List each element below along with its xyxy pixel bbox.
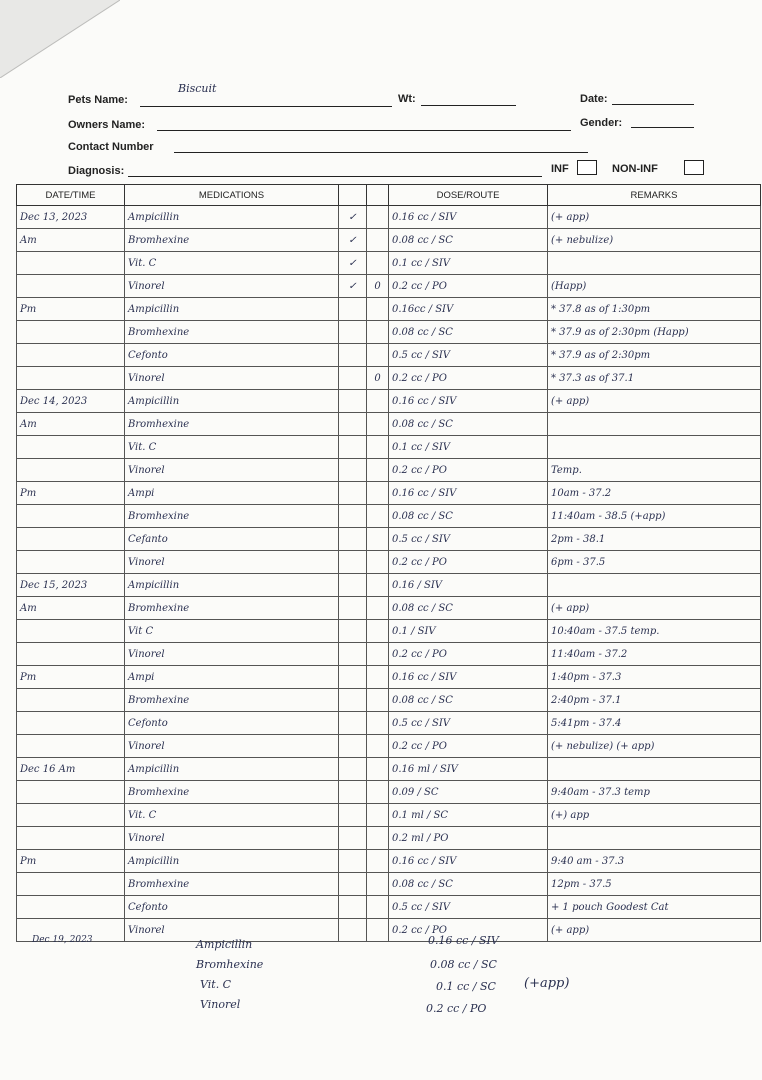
row-check [339, 896, 367, 919]
row-medication: Vinorel [125, 643, 339, 666]
table-row [17, 275, 761, 298]
wt-line [421, 105, 516, 106]
row-mark [367, 919, 389, 942]
row-date: Am [17, 413, 125, 436]
row-check [339, 367, 367, 390]
row-mark [367, 850, 389, 873]
row-remarks: * 37.9 as of 2:30pm (Happ) [548, 321, 761, 344]
row-medication: Cefonto [125, 712, 339, 735]
pets-name-value: Biscuit [178, 82, 217, 95]
row-date [17, 827, 125, 850]
row-dose-route: 0.5 cc / SIV [389, 896, 548, 919]
row-mark: 0 [367, 275, 389, 298]
row-mark [367, 551, 389, 574]
row-dose-route: 0.16cc / SIV [389, 298, 548, 321]
row-date [17, 873, 125, 896]
below-table-dose-1: 0.16 cc / SIV [428, 934, 499, 947]
wt-label: Wt: [398, 93, 416, 105]
row-check [339, 827, 367, 850]
inf-label: INF [551, 163, 569, 175]
row-check [339, 597, 367, 620]
row-check [339, 712, 367, 735]
row-date [17, 344, 125, 367]
row-dose-route: 0.1 cc / SIV [389, 252, 548, 275]
row-mark [367, 390, 389, 413]
row-mark [367, 597, 389, 620]
row-check [339, 735, 367, 758]
row-dose-route: 0.2 cc / PO [389, 735, 548, 758]
row-check [339, 436, 367, 459]
row-date: Dec 16 Am [17, 758, 125, 781]
table-row [17, 252, 761, 275]
row-check [339, 666, 367, 689]
column-header-datetime: DATE/TIME [17, 185, 125, 206]
row-date [17, 804, 125, 827]
table-row [17, 367, 761, 390]
row-medication: Bromhexine [125, 597, 339, 620]
diagnosis-line [128, 176, 542, 177]
contact-number-label: Contact Number [68, 141, 154, 153]
row-date: Pm [17, 850, 125, 873]
row-medication: Cefanto [125, 528, 339, 551]
row-medication: Vinorel [125, 827, 339, 850]
table-row [17, 827, 761, 850]
table-row [17, 597, 761, 620]
row-medication: Vit. C [125, 436, 339, 459]
row-check [339, 528, 367, 551]
non-inf-label: NON-INF [612, 163, 658, 175]
row-check [339, 344, 367, 367]
table-row [17, 413, 761, 436]
row-remarks [548, 758, 761, 781]
row-date [17, 735, 125, 758]
row-mark [367, 735, 389, 758]
table-row [17, 551, 761, 574]
table-row [17, 229, 761, 252]
row-remarks: 6pm - 37.5 [548, 551, 761, 574]
row-medication: Cefonto [125, 344, 339, 367]
row-medication: Ampi [125, 666, 339, 689]
row-dose-route: 0.5 cc / SIV [389, 528, 548, 551]
row-remarks: (Happ) [548, 275, 761, 298]
row-remarks: * 37.3 as of 37.1 [548, 367, 761, 390]
row-remarks: (+ nebulize) [548, 229, 761, 252]
column-header-mark [367, 185, 389, 206]
row-mark: 0 [367, 367, 389, 390]
row-medication: Bromhexine [125, 413, 339, 436]
row-check [339, 321, 367, 344]
below-table-med-3: Vit. C [200, 978, 232, 991]
row-mark [367, 528, 389, 551]
row-date [17, 505, 125, 528]
row-remarks: (+ app) [548, 597, 761, 620]
row-medication: Vinorel [125, 551, 339, 574]
row-dose-route: 0.16 cc / SIV [389, 206, 548, 229]
row-remarks: Temp. [548, 459, 761, 482]
row-date: Dec 13, 2023 [17, 206, 125, 229]
row-date [17, 643, 125, 666]
row-medication: Bromhexine [125, 781, 339, 804]
row-check [339, 873, 367, 896]
row-medication: Bromhexine [125, 505, 339, 528]
row-remarks [548, 436, 761, 459]
row-mark [367, 666, 389, 689]
row-check [339, 551, 367, 574]
row-date [17, 367, 125, 390]
row-remarks: 2:40pm - 37.1 [548, 689, 761, 712]
table-row [17, 919, 761, 942]
row-remarks: * 37.8 as of 1:30pm [548, 298, 761, 321]
row-medication: Vinorel [125, 735, 339, 758]
row-mark [367, 620, 389, 643]
table-row [17, 735, 761, 758]
row-remarks: 9:40 am - 37.3 [548, 850, 761, 873]
table-row [17, 873, 761, 896]
table-row [17, 528, 761, 551]
row-dose-route: 0.08 cc / SC [389, 689, 548, 712]
row-mark [367, 344, 389, 367]
gender-label: Gender: [580, 117, 623, 129]
row-mark [367, 482, 389, 505]
pets-name-label: Pets Name: [68, 94, 128, 106]
inf-checkbox[interactable] [577, 160, 597, 175]
row-date [17, 459, 125, 482]
row-date [17, 689, 125, 712]
non-inf-checkbox[interactable] [684, 160, 704, 175]
row-check [339, 758, 367, 781]
below-table-dose-3: 0.1 cc / SC [436, 980, 496, 993]
row-check [339, 781, 367, 804]
row-dose-route: 0.16 ml / SIV [389, 758, 548, 781]
row-remarks [548, 413, 761, 436]
owners-name-label: Owners Name: [68, 119, 146, 131]
date-line [612, 104, 694, 105]
row-medication: Ampicillin [125, 206, 339, 229]
row-dose-route: 0.09 / SC [389, 781, 548, 804]
row-mark [367, 413, 389, 436]
row-check: ✓ [339, 206, 367, 229]
row-date: Dec 14, 2023 [17, 390, 125, 413]
table-row [17, 850, 761, 873]
row-mark [367, 781, 389, 804]
row-mark [367, 712, 389, 735]
row-remarks: 11:40am - 37.2 [548, 643, 761, 666]
row-remarks [548, 827, 761, 850]
table-row [17, 804, 761, 827]
row-remarks: 2pm - 38.1 [548, 528, 761, 551]
table-row [17, 712, 761, 735]
table-row [17, 574, 761, 597]
row-remarks: (+ app) [548, 390, 761, 413]
table-row [17, 896, 761, 919]
row-check [339, 919, 367, 942]
row-dose-route: 0.5 cc / SIV [389, 712, 548, 735]
row-remarks: * 37.9 as of 2:30pm [548, 344, 761, 367]
row-remarks: + 1 pouch Goodest Cat [548, 896, 761, 919]
row-date [17, 436, 125, 459]
column-header-medications: MEDICATIONS [125, 185, 339, 206]
row-mark [367, 689, 389, 712]
row-mark [367, 896, 389, 919]
row-mark [367, 505, 389, 528]
row-dose-route: 0.16 cc / SIV [389, 850, 548, 873]
row-medication: Bromhexine [125, 689, 339, 712]
row-mark [367, 758, 389, 781]
row-medication: Ampicillin [125, 390, 339, 413]
row-remarks: (+) app [548, 804, 761, 827]
table-row [17, 344, 761, 367]
row-dose-route: 0.08 cc / SC [389, 229, 548, 252]
row-dose-route: 0.2 cc / PO [389, 919, 548, 942]
row-dose-route: 0.2 cc / PO [389, 643, 548, 666]
row-mark [367, 436, 389, 459]
row-date [17, 275, 125, 298]
row-medication: Ampicillin [125, 850, 339, 873]
row-medication: Bromhexine [125, 321, 339, 344]
table-row [17, 505, 761, 528]
row-dose-route: 0.1 / SIV [389, 620, 548, 643]
row-date: Am [17, 229, 125, 252]
row-medication: Ampicillin [125, 758, 339, 781]
row-medication: Cefonto [125, 896, 339, 919]
row-remarks: (+ app) [548, 206, 761, 229]
row-date [17, 620, 125, 643]
row-check [339, 413, 367, 436]
row-check: ✓ [339, 229, 367, 252]
row-remarks: (+ app) [548, 919, 761, 942]
below-table-date: Dec 19, 2023 [32, 935, 93, 945]
row-remarks: 12pm - 37.5 [548, 873, 761, 896]
contact-number-line [174, 152, 588, 153]
row-medication: Vinorel [125, 459, 339, 482]
row-check [339, 390, 367, 413]
table-row [17, 482, 761, 505]
table-row [17, 459, 761, 482]
row-remarks: 9:40am - 37.3 temp [548, 781, 761, 804]
owners-name-line [157, 130, 571, 131]
row-check [339, 482, 367, 505]
date-label: Date: [580, 93, 608, 105]
row-date [17, 252, 125, 275]
row-dose-route: 0.08 cc / SC [389, 873, 548, 896]
row-check [339, 620, 367, 643]
row-date: Pm [17, 666, 125, 689]
row-remarks: 10:40am - 37.5 temp. [548, 620, 761, 643]
row-remarks: (+ nebulize) (+ app) [548, 735, 761, 758]
row-medication: Vit. C [125, 252, 339, 275]
row-mark [367, 804, 389, 827]
below-table-med-1: Ampicillin [196, 938, 253, 951]
row-mark [367, 873, 389, 896]
row-medication: Vit. C [125, 804, 339, 827]
row-mark [367, 229, 389, 252]
table-row [17, 781, 761, 804]
column-header-remarks: REMARKS [548, 185, 761, 206]
row-dose-route: 0.2 cc / PO [389, 275, 548, 298]
row-check [339, 298, 367, 321]
row-dose-route: 0.5 cc / SIV [389, 344, 548, 367]
row-dose-route: 0.2 ml / PO [389, 827, 548, 850]
row-dose-route: 0.16 / SIV [389, 574, 548, 597]
row-mark [367, 321, 389, 344]
row-dose-route: 0.2 cc / PO [389, 367, 548, 390]
table-row [17, 666, 761, 689]
column-header-check [339, 185, 367, 206]
column-header-dose-route: DOSE/ROUTE [389, 185, 548, 206]
row-mark [367, 206, 389, 229]
row-date [17, 712, 125, 735]
row-date [17, 528, 125, 551]
row-medication: Ampicillin [125, 574, 339, 597]
row-date [17, 896, 125, 919]
row-check [339, 804, 367, 827]
row-medication: Bromhexine [125, 229, 339, 252]
below-table-med-2: Bromhexine [196, 958, 264, 971]
below-table-med-4: Vinorel [200, 998, 241, 1011]
row-mark [367, 252, 389, 275]
row-dose-route: 0.08 cc / SC [389, 413, 548, 436]
row-mark [367, 643, 389, 666]
row-remarks: 10am - 37.2 [548, 482, 761, 505]
below-table-dose-2: 0.08 cc / SC [430, 958, 497, 971]
row-medication: Vinorel [125, 919, 339, 942]
row-mark [367, 459, 389, 482]
row-dose-route: 0.16 cc / SIV [389, 482, 548, 505]
row-check [339, 850, 367, 873]
table-row [17, 643, 761, 666]
row-date: Pm [17, 298, 125, 321]
row-date [17, 551, 125, 574]
row-remarks [548, 252, 761, 275]
row-check [339, 505, 367, 528]
row-medication: Ampi [125, 482, 339, 505]
medication-table [16, 184, 761, 942]
row-medication: Vit C [125, 620, 339, 643]
table-row [17, 758, 761, 781]
table-body [17, 206, 761, 942]
row-dose-route: 0.08 cc / SC [389, 505, 548, 528]
row-dose-route: 0.08 cc / SC [389, 597, 548, 620]
row-dose-route: 0.16 cc / SIV [389, 390, 548, 413]
table-row [17, 620, 761, 643]
row-mark [367, 298, 389, 321]
row-check [339, 574, 367, 597]
row-check [339, 643, 367, 666]
row-remarks: 1:40pm - 37.3 [548, 666, 761, 689]
below-table-dose-4: 0.2 cc / PO [426, 1002, 487, 1015]
row-dose-route: 0.1 cc / SIV [389, 436, 548, 459]
table-row [17, 321, 761, 344]
table-row [17, 206, 761, 229]
folded-corner [0, 0, 120, 78]
row-date: Pm [17, 482, 125, 505]
row-remarks [548, 574, 761, 597]
row-date [17, 781, 125, 804]
table-row [17, 689, 761, 712]
pets-name-line [140, 106, 392, 107]
table-row [17, 436, 761, 459]
table-header-row [17, 185, 761, 206]
row-medication: Bromhexine [125, 873, 339, 896]
row-medication: Vinorel [125, 367, 339, 390]
row-date [17, 321, 125, 344]
row-remarks: 11:40am - 38.5 (+app) [548, 505, 761, 528]
row-dose-route: 0.2 cc / PO [389, 459, 548, 482]
table-row [17, 390, 761, 413]
row-dose-route: 0.16 cc / SIV [389, 666, 548, 689]
row-dose-route: 0.1 ml / SC [389, 804, 548, 827]
table-row [17, 298, 761, 321]
row-date: Am [17, 597, 125, 620]
row-medication: Vinorel [125, 275, 339, 298]
row-mark [367, 827, 389, 850]
row-check: ✓ [339, 275, 367, 298]
row-remarks: 5:41pm - 37.4 [548, 712, 761, 735]
row-dose-route: 0.08 cc / SC [389, 321, 548, 344]
below-table-remark: (+app) [524, 976, 570, 991]
gender-line [631, 127, 694, 128]
row-date: Dec 15, 2023 [17, 574, 125, 597]
row-check [339, 689, 367, 712]
row-mark [367, 574, 389, 597]
row-check [339, 459, 367, 482]
row-dose-route: 0.2 cc / PO [389, 551, 548, 574]
diagnosis-label: Diagnosis: [68, 165, 125, 177]
row-check: ✓ [339, 252, 367, 275]
row-medication: Ampicillin [125, 298, 339, 321]
